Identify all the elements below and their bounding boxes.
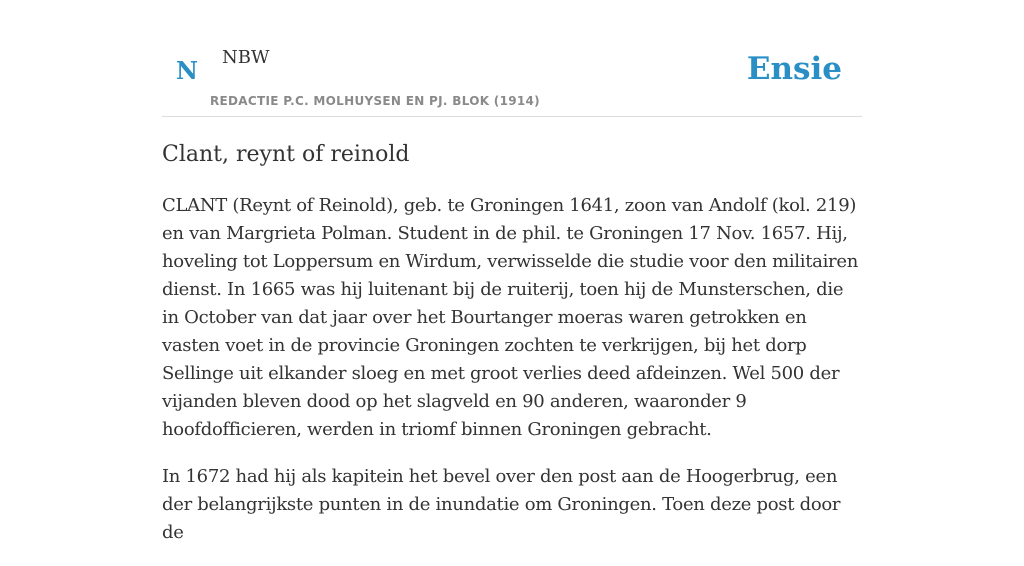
- source-logo[interactable]: N: [176, 56, 198, 85]
- article-body: [162, 192, 862, 566]
- site-header: [162, 0, 862, 117]
- source-editors: REDACTIE P.C. MOLHUYSEN EN PJ. BLOK (1914): [210, 94, 540, 108]
- brand-logo[interactable]: Ensie: [746, 51, 842, 87]
- source-name[interactable]: NBW: [222, 47, 270, 68]
- article-paragraph: CLANT (Reynt of Reinold), geb. te Groningen 1641, zoon van Andolf (kol. 219) en van Margrieta Polman. Student in de phil. te Groningen 17 Nov. 1657. Hij, hoveling tot Loppersum en Wirdum, verwisselde die studie voor den militairen dienst. In 1665 was hij luitenant bij de ruiterij, toen hij de Munsterschen, die in October van dat jaar over het Bourtanger moeras waren getrokken en vasten voet in de provincie Groningen zochten te verkrijgen, bij het dorp Sellinge uit elkander sloeg en met groot verlies deed afdeinzen. Wel 500 der vijanden bleven dood op het slagveld en 90 anderen, waaronder 9 hoofdofficieren, werden in triomf binnen Groningen gebracht.: [162, 195, 858, 440]
- article-paragraph: In 1672 had hij als kapitein het bevel over den post aan de Hoogerbrug, een der belangrijkste punten in de inundatie om Groningen. Toen deze post door de: [162, 466, 841, 543]
- article-title: Clant, reynt of reinold: [162, 142, 410, 167]
